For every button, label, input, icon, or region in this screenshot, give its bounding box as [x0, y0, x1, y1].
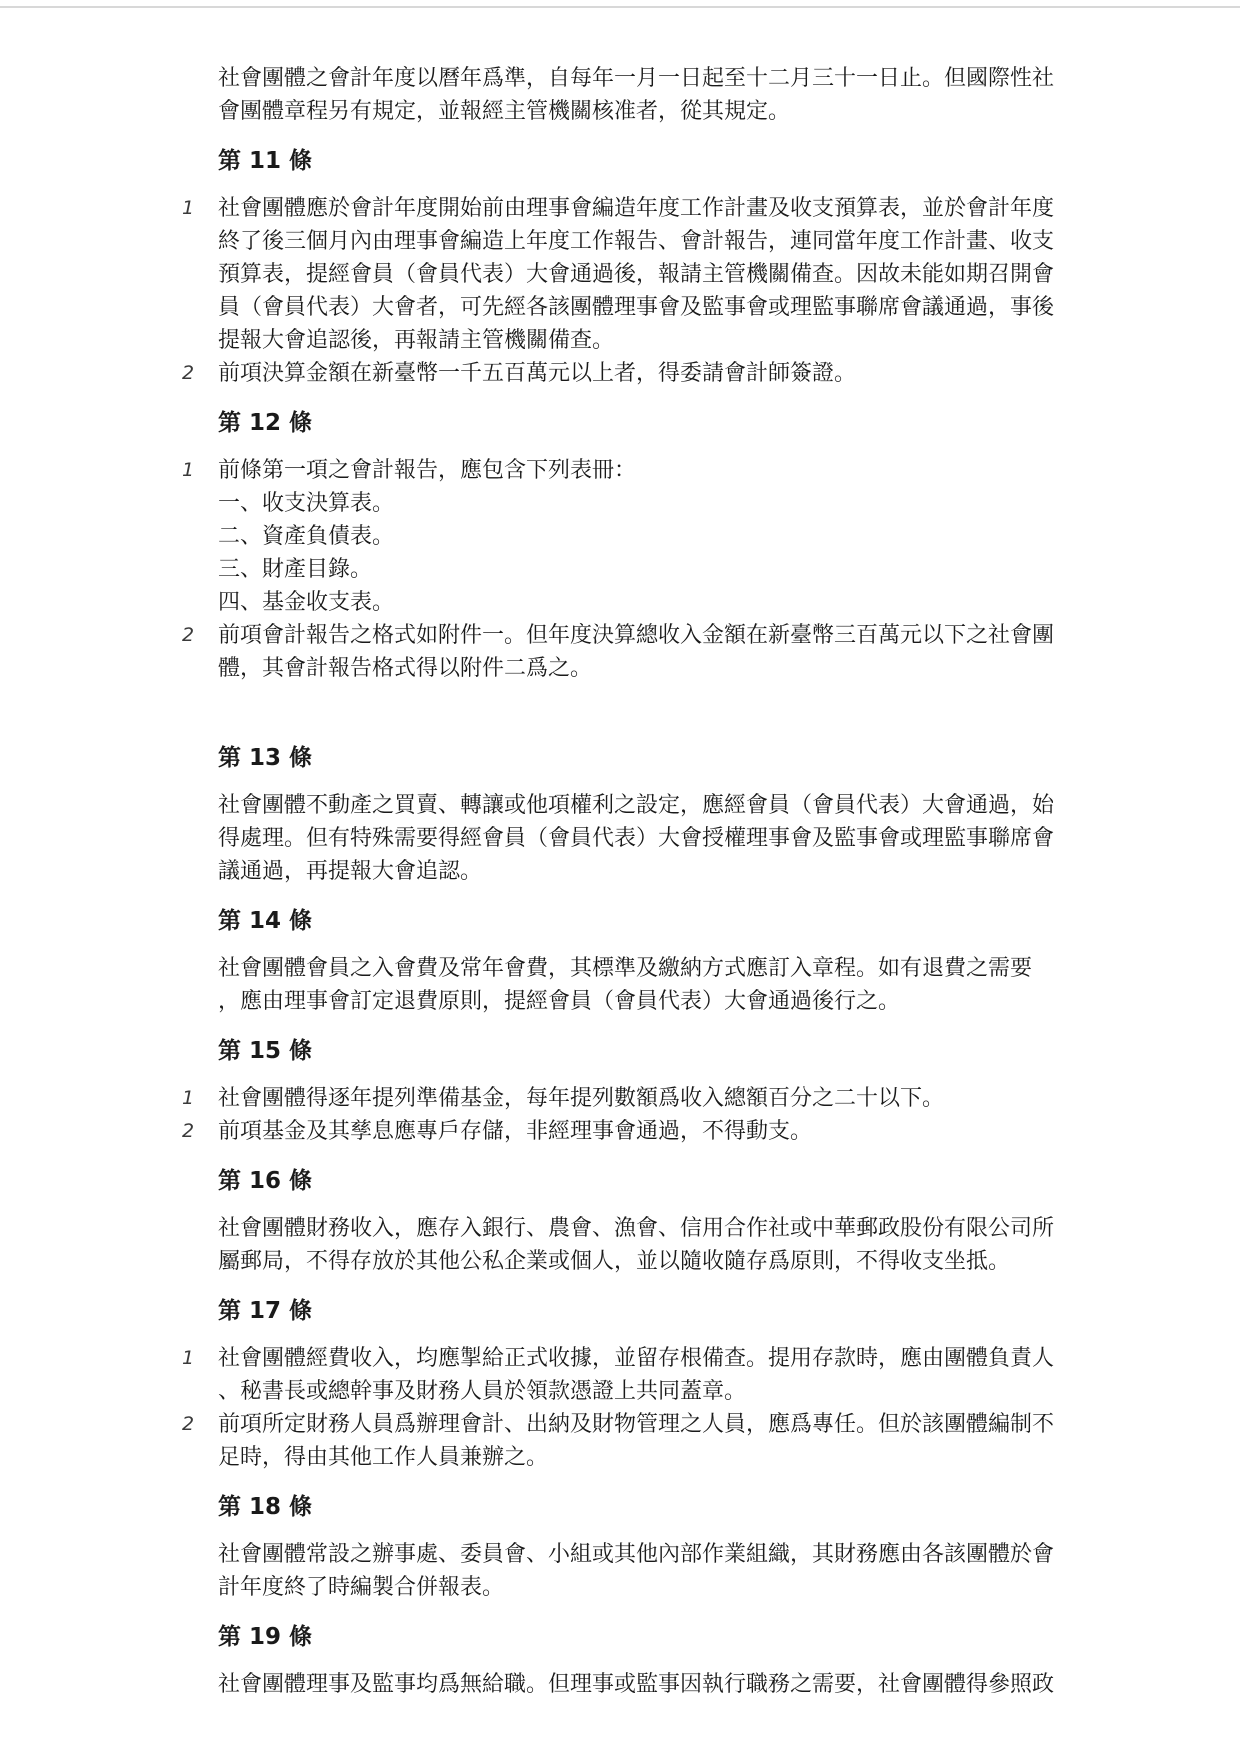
text-line: 社會團體應於會計年度開始前由理事會編造年度工作計畫及收支預算表，並於會計年度 — [218, 196, 1055, 221]
article-12-item-1 — [182, 454, 1098, 619]
article-15-item-1 — [182, 1082, 1098, 1115]
article-11-heading: 第 11 條 — [218, 148, 313, 174]
item-number: 1 — [182, 1087, 195, 1109]
document-page — [182, 62, 1098, 1701]
item-number: 1 — [182, 1347, 195, 1369]
text-line: 屬郵局，不得存放於其他公私企業或個人，並以隨收隨存爲原則，不得收支坐抵。 — [218, 1249, 1011, 1274]
article-19-heading: 第 19 條 — [218, 1624, 313, 1650]
text-line: 會團體章程另有規定，並報經主管機關核准者，從其規定。 — [218, 99, 791, 124]
article-13-text — [218, 789, 1098, 888]
text-line: 前項所定財務人員爲辦理會計、出納及財物管理之人員，應爲專任。但於該團體編制不 — [218, 1412, 1055, 1437]
text-line: 足時，得由其他工作人員兼辦之。 — [218, 1445, 549, 1470]
article-14-text — [218, 952, 1098, 1018]
text-line: 計年度終了時編製合併報表。 — [218, 1575, 505, 1600]
item-number: 1 — [182, 197, 195, 219]
article-14-heading: 第 14 條 — [218, 908, 313, 934]
text-line: 前條第一項之會計報告，應包含下列表冊： — [218, 458, 637, 483]
item-number: 2 — [182, 1413, 195, 1435]
article-13-heading: 第 13 條 — [218, 745, 313, 771]
top-border-line — [0, 6, 1240, 8]
text-line: 三、財產目錄。 — [218, 557, 373, 582]
article-16-heading: 第 16 條 — [218, 1168, 313, 1194]
text-line: 員（會員代表）大會者，可先經各該團體理事會及監事會或理監事聯席會議通過，事後 — [218, 295, 1055, 320]
text-line: 一、收支決算表。 — [218, 491, 395, 516]
article-12-heading: 第 12 條 — [218, 410, 313, 436]
item-number: 1 — [182, 459, 195, 481]
article-12-item-2 — [182, 619, 1098, 685]
text-line: 預算表，提經會員（會員代表）大會通過後，報請主管機關備查。因故未能如期召開會 — [218, 262, 1055, 287]
text-line: 議通過，再提報大會追認。 — [218, 859, 483, 884]
text-line: 、秘書長或總幹事及財務人員於領款憑證上共同蓋章。 — [218, 1379, 747, 1404]
article-10-text — [218, 62, 1098, 128]
article-16-text — [218, 1212, 1098, 1278]
article-11-item-1 — [182, 192, 1098, 357]
text-line: 四、基金收支表。 — [218, 590, 395, 615]
text-line: 得處理。但有特殊需要得經會員（會員代表）大會授權理事會及監事會或理監事聯席會 — [218, 826, 1055, 851]
article-15-heading: 第 15 條 — [218, 1038, 313, 1064]
article-18-text — [218, 1538, 1098, 1604]
text-line: 前項決算金額在新臺幣一千五百萬元以上者，得委請會計師簽證。 — [218, 361, 857, 386]
text-line: 社會團體得逐年提列準備基金，每年提列數額爲收入總額百分之二十以下。 — [218, 1086, 945, 1111]
article-19-text — [218, 1668, 1098, 1701]
text-line: 社會團體常設之辦事處、委員會、小組或其他內部作業組織，其財務應由各該團體於會 — [218, 1542, 1055, 1567]
text-line: 社會團體財務收入，應存入銀行、農會、漁會、信用合作社或中華郵政股份有限公司所 — [218, 1216, 1055, 1241]
text-line: 社會團體經費收入，均應掣給正式收據，並留存根備查。提用存款時，應由團體負責人 — [218, 1346, 1055, 1371]
text-line: 前項會計報告之格式如附件一。但年度決算總收入金額在新臺幣三百萬元以下之社會團 — [218, 623, 1055, 648]
item-number: 2 — [182, 362, 195, 384]
text-line: 社會團體不動產之買賣、轉讓或他項權利之設定，應經會員（會員代表）大會通過，始 — [218, 793, 1055, 818]
article-15-item-2 — [182, 1115, 1098, 1148]
article-11-item-2 — [182, 357, 1098, 390]
item-number: 2 — [182, 624, 195, 646]
article-17-item-1 — [182, 1342, 1098, 1408]
text-line: 社會團體之會計年度以曆年爲準，自每年一月一日起至十二月三十一日止。但國際性社 — [218, 66, 1055, 91]
text-line: 體，其會計報告格式得以附件二爲之。 — [218, 656, 593, 681]
item-number: 2 — [182, 1120, 195, 1142]
section-spacer — [218, 685, 1098, 725]
text-line: ，應由理事會訂定退費原則，提經會員（會員代表）大會通過後行之。 — [218, 989, 901, 1014]
article-18-heading: 第 18 條 — [218, 1494, 313, 1520]
text-line: 提報大會追認後，再報請主管機關備查。 — [218, 328, 615, 353]
text-line: 前項基金及其孳息應專戶存儲，非經理事會通過，不得動支。 — [218, 1119, 813, 1144]
text-line: 二、資產負債表。 — [218, 524, 395, 549]
article-17-item-2 — [182, 1408, 1098, 1474]
text-line: 社會團體理事及監事均爲無給職。但理事或監事因執行職務之需要，社會團體得參照政 — [218, 1672, 1055, 1697]
article-17-heading: 第 17 條 — [218, 1298, 313, 1324]
text-line: 終了後三個月內由理事會編造上年度工作報告、會計報告，連同當年度工作計畫、收支 — [218, 229, 1055, 254]
text-line: 社會團體會員之入會費及常年會費，其標準及繳納方式應訂入章程。如有退費之需要 — [218, 956, 1033, 981]
